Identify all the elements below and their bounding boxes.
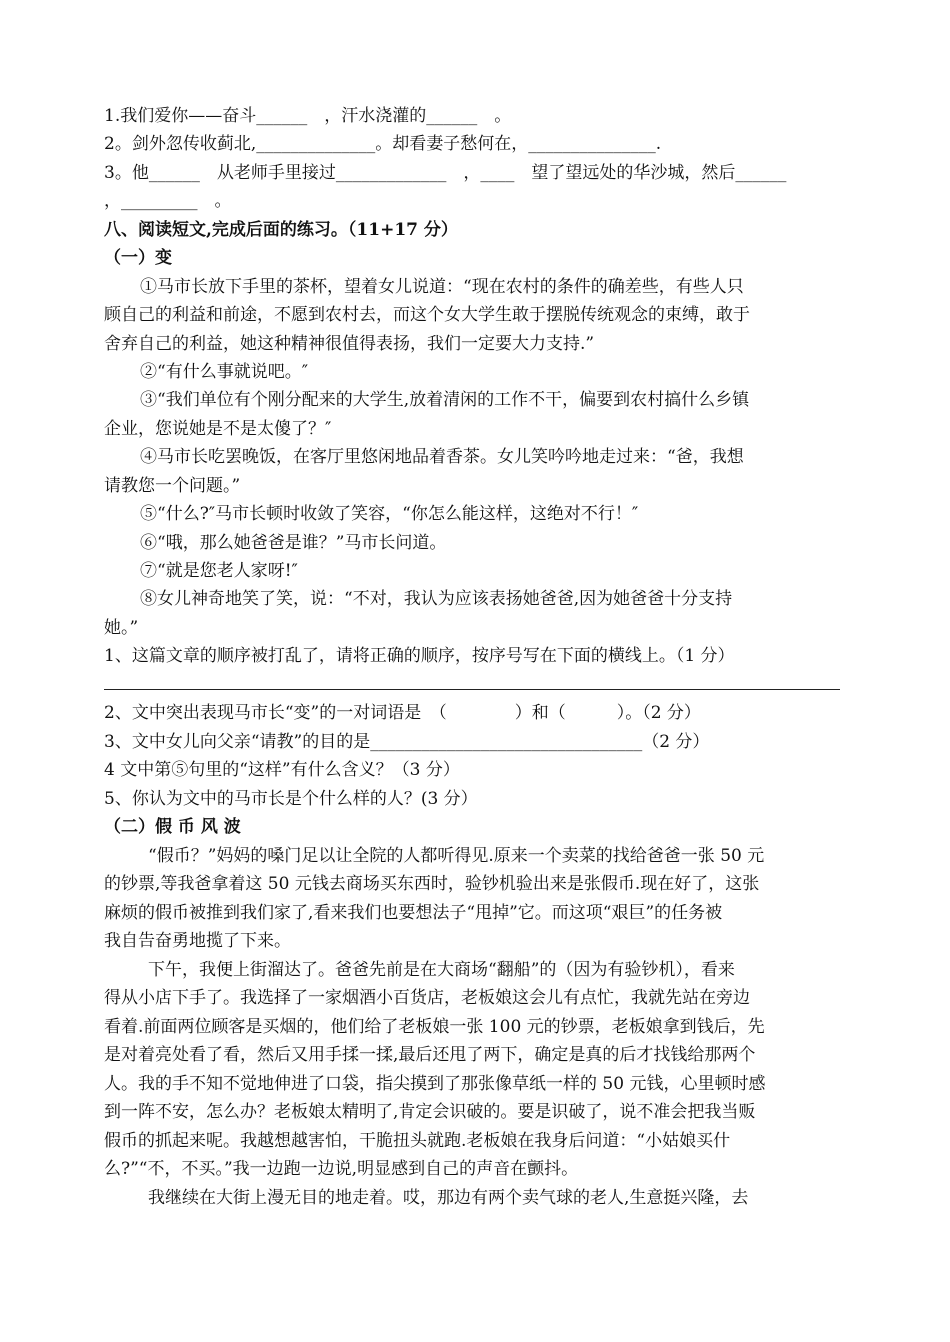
paragraph-line: 到一阵不安，怎么办？老板娘太精明了,肯定会识破的。要是识破了，说不准会把我当贩 bbox=[104, 1102, 756, 1122]
fill-blank-line: ，_________ 。 bbox=[104, 191, 232, 211]
paragraph-line: ⑤“什么?″马市长顿时收敛了笑容，“你怎么能这样，这绝对不行！″ bbox=[140, 504, 639, 524]
answer-line bbox=[104, 689, 840, 690]
paragraph-line: 企业，您说她是不是太傻了？″ bbox=[104, 419, 332, 439]
paragraph-line: 是对着亮处看了看，然后又用手揉一揉,最后还甩了两下，确定是真的后才找钱给那两个 bbox=[104, 1045, 756, 1065]
question-line: 3、文中女儿向父亲“请教”的目的是________________________________（2 分） bbox=[104, 732, 710, 752]
paragraph-line: 人。我的手不知不觉地伸进了口袋，指尖摸到了那张像草纸一样的 50 元钱，心里顿时感 bbox=[104, 1074, 766, 1094]
paragraph-line: ④马市长吃罢晚饭，在客厅里悠闲地品着香茶。女儿笑吟吟地走过来：“爸，我想 bbox=[140, 447, 744, 467]
paragraph-line: 么?”“不，不买。”我一边跑一边说,明显感到自己的声音在颤抖。 bbox=[104, 1159, 579, 1179]
paragraph-line: ⑧女儿神奇地笑了笑，说：“不对，我认为应该表扬她爸爸,因为她爸爸十分支持 bbox=[140, 589, 733, 609]
fill-blank-line: 3。他______ 从老师手里接过_____________ ，____ 望了望远处的华沙城，然后______ bbox=[104, 163, 787, 183]
paragraph-line: ⑦“就是您老人家呀!″ bbox=[140, 561, 298, 581]
paragraph-line: ⑥“哦，那么她爸爸是谁？”马市长问道。 bbox=[140, 533, 447, 553]
passage1-title: （一）变 bbox=[104, 248, 172, 268]
fill-blank-line: 1.我们爱你——奋斗______ ，汗水浇灌的______ 。 bbox=[104, 106, 512, 126]
paragraph-line: ②“有什么事就说吧。″ bbox=[140, 362, 309, 382]
paragraph-line: 看着.前面两位顾客是买烟的，他们给了老板娘一张 100 元的钞票，老板娘拿到钱后，先 bbox=[104, 1017, 765, 1037]
paragraph-line: 顾自己的利益和前途，不愿到农村去，而这个女大学生敢于摆脱传统观念的束缚，敢于 bbox=[104, 305, 750, 325]
fill-blank-line: 2。剑外忽传收蓟北,______________。却看妻子愁何在，_______________. bbox=[104, 134, 662, 154]
paragraph-line: 我继续在大街上漫无目的地走着。哎，那边有两个卖气球的老人,生意挺兴隆，去 bbox=[148, 1188, 749, 1208]
paragraph-line: 下午，我便上街溜达了。爸爸先前是在大商场“翻船”的（因为有验钞机），看来 bbox=[148, 960, 735, 980]
paragraph-line: 的钞票,等我爸拿着这 50 元钱去商场买东西时，验钞机验出来是张假币.现在好了，这张 bbox=[104, 874, 760, 894]
question-line: 5、你认为文中的马市长是个什么样的人？(3 分） bbox=[104, 789, 478, 809]
passage2-title: （二）假 币 风 波 bbox=[104, 817, 241, 837]
paragraph-line: 我自告奋勇地揽了下来。 bbox=[104, 931, 291, 951]
question-line: 1、这篇文章的顺序被打乱了，请将正确的顺序，按序号写在下面的横线上。（1 分） bbox=[104, 646, 735, 666]
paragraph-line: 假币的抓起来呢。我越想越害怕，干脆扭头就跑.老板娘在我身后问道：“小姑娘买什 bbox=[104, 1131, 731, 1151]
section-title: 八、阅读短文,完成后面的练习。（11+17 分） bbox=[104, 220, 458, 240]
paragraph-line: ③“我们单位有个刚分配来的大学生,放着清闲的工作不干，偏要到农村搞什么乡镇 bbox=[140, 390, 750, 410]
question-line: 4 文中第⑤句里的“这样”有什么含义？（3 分） bbox=[104, 760, 460, 780]
paragraph-line: 舍弃自己的利益，她这种精神很值得表扬，我们一定要大力支持.” bbox=[104, 334, 595, 354]
paragraph-line: 请教您一个问题。” bbox=[104, 476, 241, 496]
paragraph-line: 得从小店下手了。我选择了一家烟酒小百货店，老板娘这会儿有点忙，我就先站在旁边 bbox=[104, 988, 750, 1008]
paragraph-line: 麻烦的假币被推到我们家了,看来我们也要想法子“甩掉”它。而这项“艰巨”的任务被 bbox=[104, 903, 723, 923]
question-line: 2、文中突出表现马市长“变”的一对词语是 （ ）和（ ）。（2 分） bbox=[104, 703, 701, 723]
paragraph-line: “假币？”妈妈的嗓门足以让全院的人都听得见.原来一个卖菜的找给爸爸一张 50 元 bbox=[148, 846, 765, 866]
paragraph-line: 她。” bbox=[104, 618, 139, 638]
paragraph-line: ①马市长放下手里的茶杯，望着女儿说道：“现在农村的条件的确差些，有些人只 bbox=[140, 277, 744, 297]
